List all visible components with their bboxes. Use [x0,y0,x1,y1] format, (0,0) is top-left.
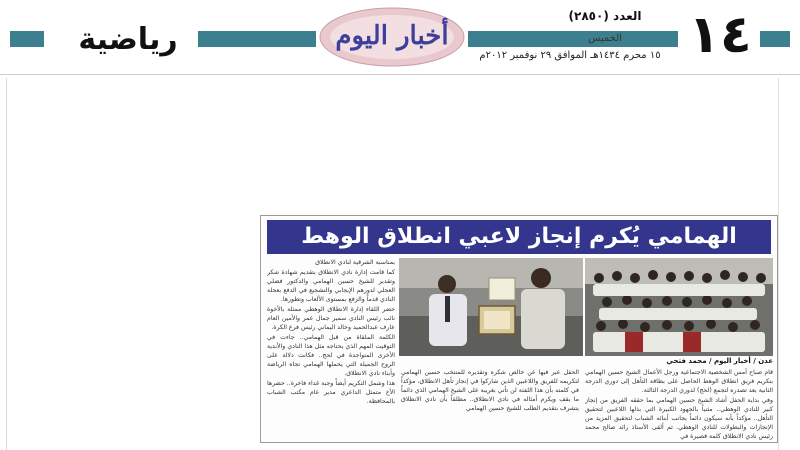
masthead-stripe [198,31,316,47]
photo-award-presentation [399,258,583,356]
page-number: ١٤ [688,5,752,65]
issue-date: ١٥ محرم ١٤٣٤هـ الموافق ٢٩ نوفمبر ٢٠١٢م [479,50,661,61]
article-paragraph: هذا وشمل التكريم أيضاً وجبة غداء فاخرة.. حضرها الأخ متمثل الداعري مدير عام مكتب الشباب بالمحافظة. [267,380,395,405]
article-paragraph: كما قامت إدارة نادي الانطلاق بتقديم شهادة شكر وتقدير للشيخ حسين الهمامي والدكتور فضلي العجلي لدورهم الإيجابي والتشجيع في الدفع بعجلة النادي قدماً والرفع بمستوى الألعاب وتطورها. [267,269,395,303]
section-title: رياضية [78,22,178,57]
masthead-stripe [760,31,790,47]
article-paragraph: الحفل عبر فيها عن خالص شكره وتقديره للمنتخب حسين الهمامي لتكريمه للفريق واللاعبين الذين شاركوا في إنجاز تأهل الانطلاق، مؤكداً في كلمته بأن هذا اللفتة لن تأتي بغريبة على الشيخ الهمامي الذي دائماً ما يقف ويكرم أمثاله في نادي الانطلاق.. مطلقاً بأن نادي الانطلاق يتشرف بتقديم الطلب للشيخ حسين الهمامي [401,369,579,412]
weekday: الخميس [588,33,622,44]
news-article [260,215,778,443]
article-paragraph: الكلمة الملقاة من قبل الهمامي.. جاءت في التوقيت المهم الذي يحتاجه مثل هذا النادي والأندية الأخرى المتواجدة في لحج.. فكانت دلالة على الروح الجميلة التي يحملها الهمامي تجاه الرياضة وأبناء نادي الانطلاق. [267,334,395,377]
article-paragraph: بمناسبة الشرقية لنادي الانطلاق [315,259,395,266]
page-margin-line [6,78,7,450]
article-column-right [585,368,773,440]
article-headline: الهمامي يُكرم إنجاز لاعبي انطلاق الوهط [301,224,737,249]
photo-caption: عدن / أخبار اليوم / محمد فتحي [666,357,773,365]
masthead-divider [0,74,800,75]
article-paragraph: وفي بداية الحفل أشاد الشيخ حسين الهمامي بما حققه الفريق من إنجاز كبير للنادي الوهطي.. مثنياً بالجهود الكبيرة التي بذلها اللاعبين لتحقيق التأهل.. مؤكداً بأنه سيكون دائماً بجانب أبنائه الشباب لتحقيق المزيد من الإنجازات والبطولات للنادي الوهطي. ثم ألقى الأستاذ رائد صالح محمد رئيس نادي الانطلاق كلمة قصيرة في [585,397,773,440]
newspaper-logo [318,6,466,68]
article-column-left [267,258,395,438]
photo-team-group [585,258,773,356]
award-photo-image [399,258,583,356]
masthead [0,0,800,78]
headline-banner [267,220,771,254]
article-paragraph: حضر اللقاء إدارة الانطلاق الوهطي ممثلة بالأخوة نائب رئيس النادي سمير جمال عمر والأمين العام عارف عبدالحميد وخالد اليماني رئيس فرع الكرة. [267,306,395,331]
article-column-middle [401,368,579,440]
issue-number: العدد (٢٨٥٠) [568,9,642,23]
masthead-stripe [10,31,44,47]
team-photo-image [585,258,773,356]
newspaper-name: أخبار اليوم [335,21,449,51]
page-margin-line [778,78,779,450]
article-paragraph: قام صباح أمس الشخصية الاجتماعية ورجل الأعمال الشيخ حسين الهمامي بتكريم فريق انطلاق الوهط الحاصل على بطاقة التأهل إلى دوري الدرجة الثانية بعد تصدره لتجمع (لحج) لدوري الدرجة الثالثة. [585,369,773,394]
